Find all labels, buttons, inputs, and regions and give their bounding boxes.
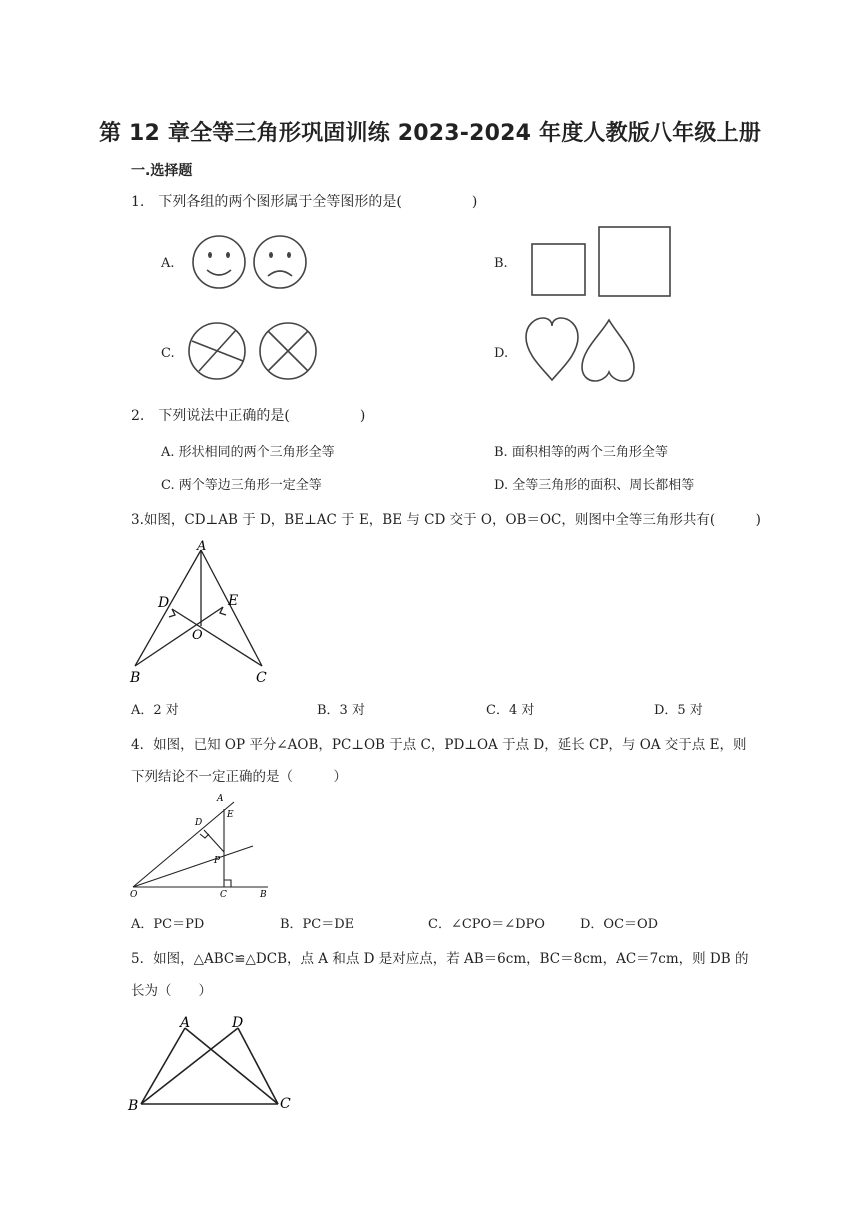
q2-option-c: C. 两个等边三角形一定全等 bbox=[161, 478, 322, 493]
q1-option-d-figure bbox=[524, 316, 636, 384]
frowning-face-icon bbox=[254, 236, 306, 288]
vertex-label-b: B bbox=[128, 1098, 139, 1114]
question-4-stem-line1: 4．如图，已知 OP 平分∠AOB，PC⊥OB 于点 C，PD⊥OA 于点 D，延长 CP，与 OA 交于点 E，则 bbox=[131, 737, 747, 753]
q4-angle-bisector-figure bbox=[128, 792, 278, 900]
document-title: 第 12 章全等三角形巩固训练 2023-2024 年度人教版八年级上册 bbox=[98, 121, 762, 146]
q1-option-d-label: D. bbox=[494, 346, 509, 361]
point-label-e: E bbox=[227, 810, 234, 820]
q1-option-a-label: A. bbox=[161, 256, 175, 271]
q1-option-c-figure bbox=[188, 320, 320, 382]
point-label-a: A bbox=[217, 794, 224, 804]
smiley-face-icon bbox=[193, 236, 245, 288]
q4-option-d: D．OC＝OD bbox=[580, 917, 659, 932]
vertex-label-b: B bbox=[130, 670, 141, 686]
q4-option-a: A．PC＝PD bbox=[131, 917, 205, 932]
q3-option-d: D．5 对 bbox=[654, 703, 703, 718]
question-3-stem: 3.如图，CD⊥AB 于 D，BE⊥AC 于 E，BE 与 CD 交于 O，OB＝OC，则图中全等三角形共有( ) bbox=[131, 512, 761, 528]
q3-option-b: B．3 对 bbox=[317, 703, 365, 718]
vertex-label-c: C bbox=[256, 670, 267, 686]
q1-option-b-figure bbox=[528, 224, 674, 298]
question-4-stem-line2: 下列结论不一定正确的是（ ） bbox=[131, 769, 347, 785]
q3-triangle-figure bbox=[128, 538, 278, 688]
large-square bbox=[599, 227, 670, 296]
point-label-o: O bbox=[130, 890, 138, 900]
inverted-heart-icon bbox=[582, 320, 634, 381]
point-label-c: C bbox=[220, 890, 227, 900]
vertex-label-o: O bbox=[192, 628, 203, 643]
q1-option-c-label: C. bbox=[161, 346, 175, 361]
point-label-d: D bbox=[195, 818, 203, 828]
question-2-stem: 2. 下列说法中正确的是( ) bbox=[131, 408, 366, 424]
q3-option-c: C．4 对 bbox=[486, 703, 535, 718]
small-square bbox=[532, 244, 585, 295]
point-label-p: P bbox=[214, 856, 221, 866]
section-heading: 一.选择题 bbox=[131, 163, 193, 179]
question-5-stem-line2: 长为（ ） bbox=[131, 983, 212, 999]
vertex-label-a: A bbox=[180, 1015, 191, 1031]
q1-option-a-figure bbox=[188, 232, 316, 292]
q2-option-a: A. 形状相同的两个三角形全等 bbox=[161, 445, 335, 460]
q5-congruent-triangles-figure bbox=[126, 1012, 298, 1114]
vertex-label-e: E bbox=[228, 593, 239, 609]
question-5-stem-line1: 5．如图，△ABC≌△DCB，点 A 和点 D 是对应点，若 AB＝6cm，BC＝8cm，AC＝7cm，则 DB 的 bbox=[131, 951, 749, 967]
point-label-b: B bbox=[260, 890, 267, 900]
q4-option-c: C．∠CPO＝∠DPO bbox=[428, 917, 545, 932]
vertex-label-a: A bbox=[197, 539, 207, 554]
vertex-label-d: D bbox=[232, 1015, 244, 1031]
vertex-label-c: C bbox=[280, 1096, 291, 1112]
q2-option-d: D. 全等三角形的面积、周长都相等 bbox=[494, 478, 695, 493]
q2-option-b: B. 面积相等的两个三角形全等 bbox=[494, 445, 668, 460]
vertex-label-d: D bbox=[158, 595, 170, 611]
question-1-stem: 1. 下列各组的两个图形属于全等图形的是( ) bbox=[131, 194, 478, 210]
q3-option-a: A．2 对 bbox=[131, 703, 179, 718]
q4-option-b: B．PC＝DE bbox=[280, 917, 355, 932]
q1-option-b-label: B. bbox=[494, 256, 508, 271]
heart-icon bbox=[526, 318, 578, 380]
